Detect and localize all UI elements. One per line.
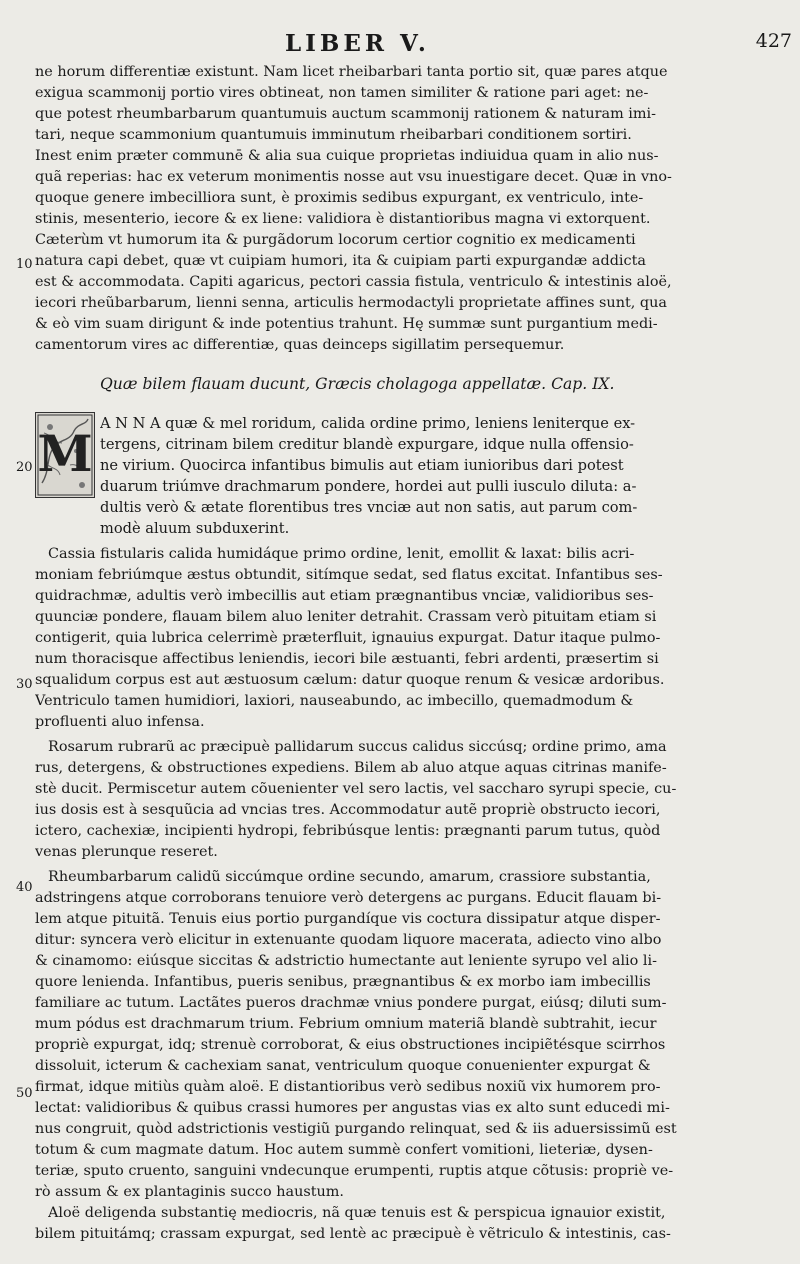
text-line: quã reperias: hac ex veterum monimentis nosse aut vsu inuestigare decet. Quæ in vno- (35, 169, 672, 185)
text-line: adstringens atque corroborans tenuiore verò detergens ac purgans. Educit flauam bi- (35, 890, 662, 906)
text-line: rus, detergens, & obstructiones expediens. Bilem ab aluo atque aquas citrinas manife- (35, 760, 667, 776)
text-line: Inest enim præter communē & alia sua cuique proprietas indiuidua quam in alio nus- (35, 148, 659, 164)
text-line: quoque genere imbecilliora sunt, è proximis sedibus expurgant, ex ventriculo, inte- (35, 190, 644, 206)
text-line: exigua scammonij portio vires obtineat, non tamen similiter & ratione pari aget: ne- (35, 85, 649, 101)
text-line: camentorum vires ac differentiæ, quas deinceps sigillatim persequemur. (35, 337, 565, 353)
text-line: moniam febriúmque æstus obtundit, sitímque sedat, sed flatus excitat. Infantibus ses- (35, 567, 663, 583)
text-line: Rheumbarbarum calidũ siccúmque ordine secundo, amarum, crassiore substantia, (48, 869, 651, 885)
line-number: 50 (16, 1086, 33, 1101)
text-line: bilem pituitámq; crassam expurgat, sed lentè ac præcipuè è vẽtriculo & intestinis, cas- (35, 1226, 671, 1242)
line-number: 20 (16, 460, 33, 475)
text-line: lem atque pituitã. Tenuis eius portio purgandíque vis coctura dissipatur atque disper- (35, 911, 661, 927)
text-line: contigerit, quia lubrica celerrimè præterfluit, ignauius expurgat. Datur itaque pulmo- (35, 630, 661, 646)
line-number: 40 (16, 880, 33, 895)
text-line: teriæ, sputo cruento, sanguini vndecunque erumpenti, ruptis atque cõtusis: propriè ve- (35, 1163, 674, 1179)
line-number: 30 (16, 677, 33, 692)
text-line: firmat, idque mitiùs quàm aloë. E distantioribus verò sedibus noxiũ vix humorem pro- (35, 1079, 661, 1095)
text-line: mum pódus est drachmarum trium. Febrium omnium materiã blandè subtrahit, iecur (35, 1016, 657, 1032)
text-line: & cinamomo: eiúsque siccitas & adstrictio humectante aut leniente syrupo vel alio li- (35, 953, 657, 969)
text-line: tari, neque scammonium quantumuis imminutum rheibarbari conditionem sortiri. (35, 127, 632, 143)
text-line: est & accommodata. Capiti agaricus, pectori cassia fistula, ventriculo & intestinis aloë, (35, 274, 672, 290)
text-line: rò assum & ex plantaginis succo haustum. (35, 1184, 344, 1200)
page-header (0, 26, 800, 56)
text-line: quunciæ pondere, flauam bilem aluo leniter detrahit. Crassam verò pituitam etiam si (35, 609, 657, 625)
text-line: quore lenienda. Infantibus, pueris senibus, prægnantibus & ex morbo iam imbecillis (35, 974, 651, 990)
text-line: venas plerunque reseret. (35, 844, 218, 860)
text-line: lectat: validioribus & quibus crassi humores per angustas vias ex alto sunt educedi mi- (35, 1100, 670, 1116)
text-line: ne virium. Quocirca infantibus bimulis aut etiam iunioribus dari potest (100, 457, 624, 474)
text-line: stinis, mesenterio, iecore & ex liene: validiora è distantioribus magna vi extorquent. (35, 211, 651, 227)
page-number: 427 (755, 30, 792, 52)
text-line: & eò vim suam dirigunt & inde potentius trahunt. Hę summæ sunt purgantium medi- (35, 316, 658, 332)
text-line: Rosarum rubrarũ ac præcipuè pallidarum succus calidus siccúsq; ordine primo, ama (48, 739, 667, 755)
text-line: num thoracisque affectibus leniendis, iecori bile æstuanti, febri ardenti, præsertim si (35, 651, 659, 667)
text-line: tergens, citrinam bilem creditur blandè expurgare, idque nulla offensio- (100, 436, 634, 453)
text-line: profluenti aluo infensa. (35, 714, 205, 730)
drop-cap-letter: M (37, 424, 93, 483)
text-line: que potest rheumbarbarum quantumuis auctum scammonij rationem & naturam imi- (35, 106, 657, 122)
ornament-icon (36, 413, 94, 497)
text-line: squalidum corpus est aut æstuosum cælum: datur quoque renum & vesicæ ardoribus. (35, 672, 665, 688)
text-line: propriè expurgat, idq; strenuè corroborat, & eius obstructiones incipiẽtésque scirrhos (35, 1037, 666, 1053)
chapter-heading: Quæ bilem flauam ducunt, Græcis cholagoga appellatæ. Cap. IX. (100, 375, 615, 393)
text-line: modè aluum subduxerint. (100, 520, 290, 537)
text-line: quidrachmæ, adultis verò imbecillis aut etiam prægnantibus vnciæ, validioribus ses- (35, 588, 654, 604)
text-line: Cassia fistularis calida humidáque primo ordine, lenit, emollit & laxat: bilis acri- (48, 546, 635, 562)
text-line: Cæterùm vt humorum ita & purgãdorum locorum certior cognitio ex medicamenti (35, 232, 636, 248)
text-line: nus congruit, quòd adstrictionis vestigiũ purgando relinquat, sed & iis aduersissimũ est (35, 1121, 677, 1137)
text-line: A N N A quæ & mel roridum, calida ordine primo, leniens leniterque ex- (100, 415, 636, 432)
text-line: iecori rheũbarbarum, lienni senna, articulis hermodactyli proprietate affines sunt, qua (35, 295, 667, 311)
text-line: Aloë deligenda substantię mediocris, nã quæ tenuis est & perspicua ignauior existit, (48, 1205, 666, 1221)
text-line: dultis verò & ætate florentibus tres vnciæ aut non satis, aut parum com- (100, 499, 638, 516)
text-line: Ventriculo tamen humidiori, laxiori, nauseabundo, ac imbecillo, quemadmodum & (35, 693, 634, 709)
text-line: stè ducit. Permiscetur autem cõuenienter vel sero lactis, vel saccharo syrupi specie, cu- (35, 781, 677, 797)
text-line: totum & cum magmate datum. Hoc autem summè confert vomitioni, lieteriæ, dysen- (35, 1142, 653, 1158)
text-line: dissoluit, icterum & cachexiam sanat, ventriculum quoque conuenienter expurgat & (35, 1058, 651, 1074)
line-number: 10 (16, 257, 33, 272)
text-line: ditur: syncera verò elicitur in extenuante quodam liquore macerata, adiecto vino albo (35, 932, 662, 948)
text-line: duarum triúmve drachmarum pondere, hordei aut pulli iusculo diluta: a- (100, 478, 637, 495)
text-line: ictero, cachexiæ, incipienti hydropi, febribúsque lentis: prægnanti parum tutus, quòd (35, 823, 661, 839)
running-head: LIBER V. (285, 30, 430, 57)
decorated-initial-letter (35, 412, 95, 498)
text-line: ne horum differentiæ existunt. Nam licet rheibarbari tanta portio sit, quæ pares atque (35, 64, 668, 80)
text-line: familiare ac tutum. Lactãtes pueros drachmæ vnius pondere purgat, eiúsq; diluti sum- (35, 995, 667, 1011)
text-line: ius dosis est à sesquũcia ad vncias tres. Accommodatur autẽ propriè obstructo iecori, (35, 802, 661, 818)
text-line: natura capi debet, quæ vt cuipiam humori, ita & cuipiam parti expurgandæ addicta (35, 253, 646, 269)
